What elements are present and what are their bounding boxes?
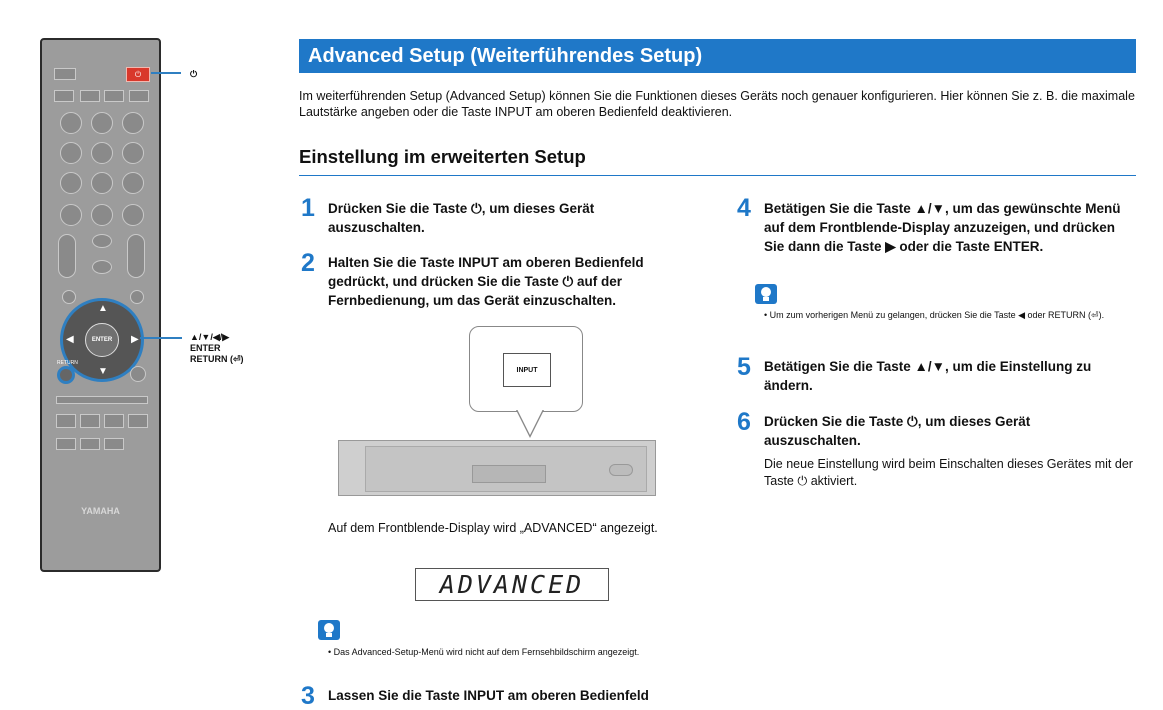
section-title: Einstellung im erweiterten Setup xyxy=(299,146,586,167)
display-note: Auf dem Frontblende-Display wird „ADVANCED“ angezeigt. xyxy=(328,521,658,535)
remote-button xyxy=(122,142,144,164)
remote-button xyxy=(80,438,100,450)
callout-line xyxy=(140,337,182,339)
nav-callout-label-1: ▲/▼/◀/▶ xyxy=(190,332,230,342)
remote-button xyxy=(80,414,100,428)
remote-button xyxy=(122,204,144,226)
remote-button xyxy=(91,142,113,164)
remote-button xyxy=(60,204,82,226)
step-text-5: Betätigen Sie die Taste ▲/▼, um die Einstellung zu ändern. xyxy=(764,359,1092,393)
soundbar-sensor xyxy=(609,464,633,476)
lcd-display: ADVANCED xyxy=(415,568,609,601)
step-text-6: Drücken Sie die Taste ⏻, um dieses Gerät auszuschalten. xyxy=(764,414,1031,448)
return-label: RETURN xyxy=(57,360,78,366)
power-button-icon xyxy=(126,67,150,82)
remote-button xyxy=(130,366,146,382)
channel-rocker xyxy=(127,234,145,278)
remote-button xyxy=(60,112,82,134)
remote-button xyxy=(80,90,100,102)
remote-control-illustration xyxy=(40,38,161,572)
remote-button xyxy=(56,414,76,428)
remote-button xyxy=(54,68,76,80)
input-button-illustration: INPUT xyxy=(503,353,551,387)
remote-button xyxy=(56,438,76,450)
lightbulb-icon xyxy=(318,620,340,640)
intro-paragraph: Im weiterführenden Setup (Advanced Setup) können Sie die Funktionen dieses Geräts noch genauer konfigurieren. Hier können Sie z. B. die maximale Lautstärke angeben oder die Taste INPUT am oberen Bedienfeld deaktivieren. xyxy=(299,89,1135,119)
remote-button xyxy=(60,142,82,164)
remote-button xyxy=(60,172,82,194)
enter-button: ENTER xyxy=(85,323,119,357)
remote-button xyxy=(122,112,144,134)
remote-button xyxy=(92,234,112,248)
remote-button xyxy=(128,414,148,428)
callout-bubble-tail xyxy=(517,409,543,435)
section-divider xyxy=(299,175,1136,176)
tip-note-1: • Das Advanced-Setup-Menü wird nicht auf dem Fernsehbildschirm angezeigt. xyxy=(328,647,640,657)
soundbar-display xyxy=(472,465,546,483)
step-text-4: Betätigen Sie die Taste ▲/▼, um das gewünschte Menü auf dem Frontblende-Display anzuzeigen, und drücken Sie dann die Taste ▶ oder die Taste ENTER. xyxy=(764,201,1121,254)
remote-button xyxy=(62,290,76,304)
yamaha-logo: YAMAHA xyxy=(81,506,120,516)
remote-button xyxy=(92,260,112,274)
step-text-3: Lassen Sie die Taste INPUT am oberen Bedienfeld xyxy=(328,688,649,703)
tip-note-2: • Um zum vorherigen Menü zu gelangen, drücken Sie die Taste ◀ oder RETURN (⏎). xyxy=(764,310,1105,320)
remote-button xyxy=(91,112,113,134)
step-6-note: Die neue Einstellung wird beim Einschalten dieses Gerätes mit der Taste ⏻ aktiviert. xyxy=(764,457,1133,488)
left-arrow-icon: ◀ xyxy=(66,334,74,345)
remote-button xyxy=(91,204,113,226)
callout-line xyxy=(151,72,181,74)
step-number-2: 2 xyxy=(301,249,315,277)
power-callout-label: ⏻ xyxy=(190,69,198,79)
remote-button xyxy=(122,172,144,194)
volume-rocker xyxy=(58,234,76,278)
step-number-6: 6 xyxy=(737,408,751,436)
nav-callout-label-2: ENTER xyxy=(190,343,221,353)
up-arrow-icon: ▲ xyxy=(98,303,108,314)
remote-button xyxy=(104,414,124,428)
return-button xyxy=(57,366,75,384)
page-title: Advanced Setup (Weiterführendes Setup) xyxy=(299,39,1136,73)
remote-button xyxy=(129,90,149,102)
remote-button xyxy=(104,438,124,450)
step-number-5: 5 xyxy=(737,353,751,381)
power-icon: ⏻ xyxy=(134,70,142,79)
right-arrow-icon: ▶ xyxy=(131,334,139,345)
step-text-1: Drücken Sie die Taste ⏻, um dieses Gerät auszuschalten. xyxy=(328,201,595,235)
remote-strip xyxy=(56,396,148,404)
remote-button xyxy=(91,172,113,194)
lightbulb-icon xyxy=(755,284,777,304)
nav-callout-label-3: RETURN (⏎) xyxy=(190,354,244,364)
step-text-2: Halten Sie die Taste INPUT am oberen Bedienfeld gedrückt, und drücken Sie die Taste ⏻ auf der Fernbedienung, um das Gerät einzuschalten. xyxy=(328,255,644,308)
step-number-3: 3 xyxy=(301,682,315,710)
step-number-4: 4 xyxy=(737,194,751,222)
remote-button xyxy=(104,90,124,102)
step-number-1: 1 xyxy=(301,194,315,222)
remote-button xyxy=(130,290,144,304)
remote-button xyxy=(54,90,74,102)
down-arrow-icon: ▼ xyxy=(98,366,108,377)
